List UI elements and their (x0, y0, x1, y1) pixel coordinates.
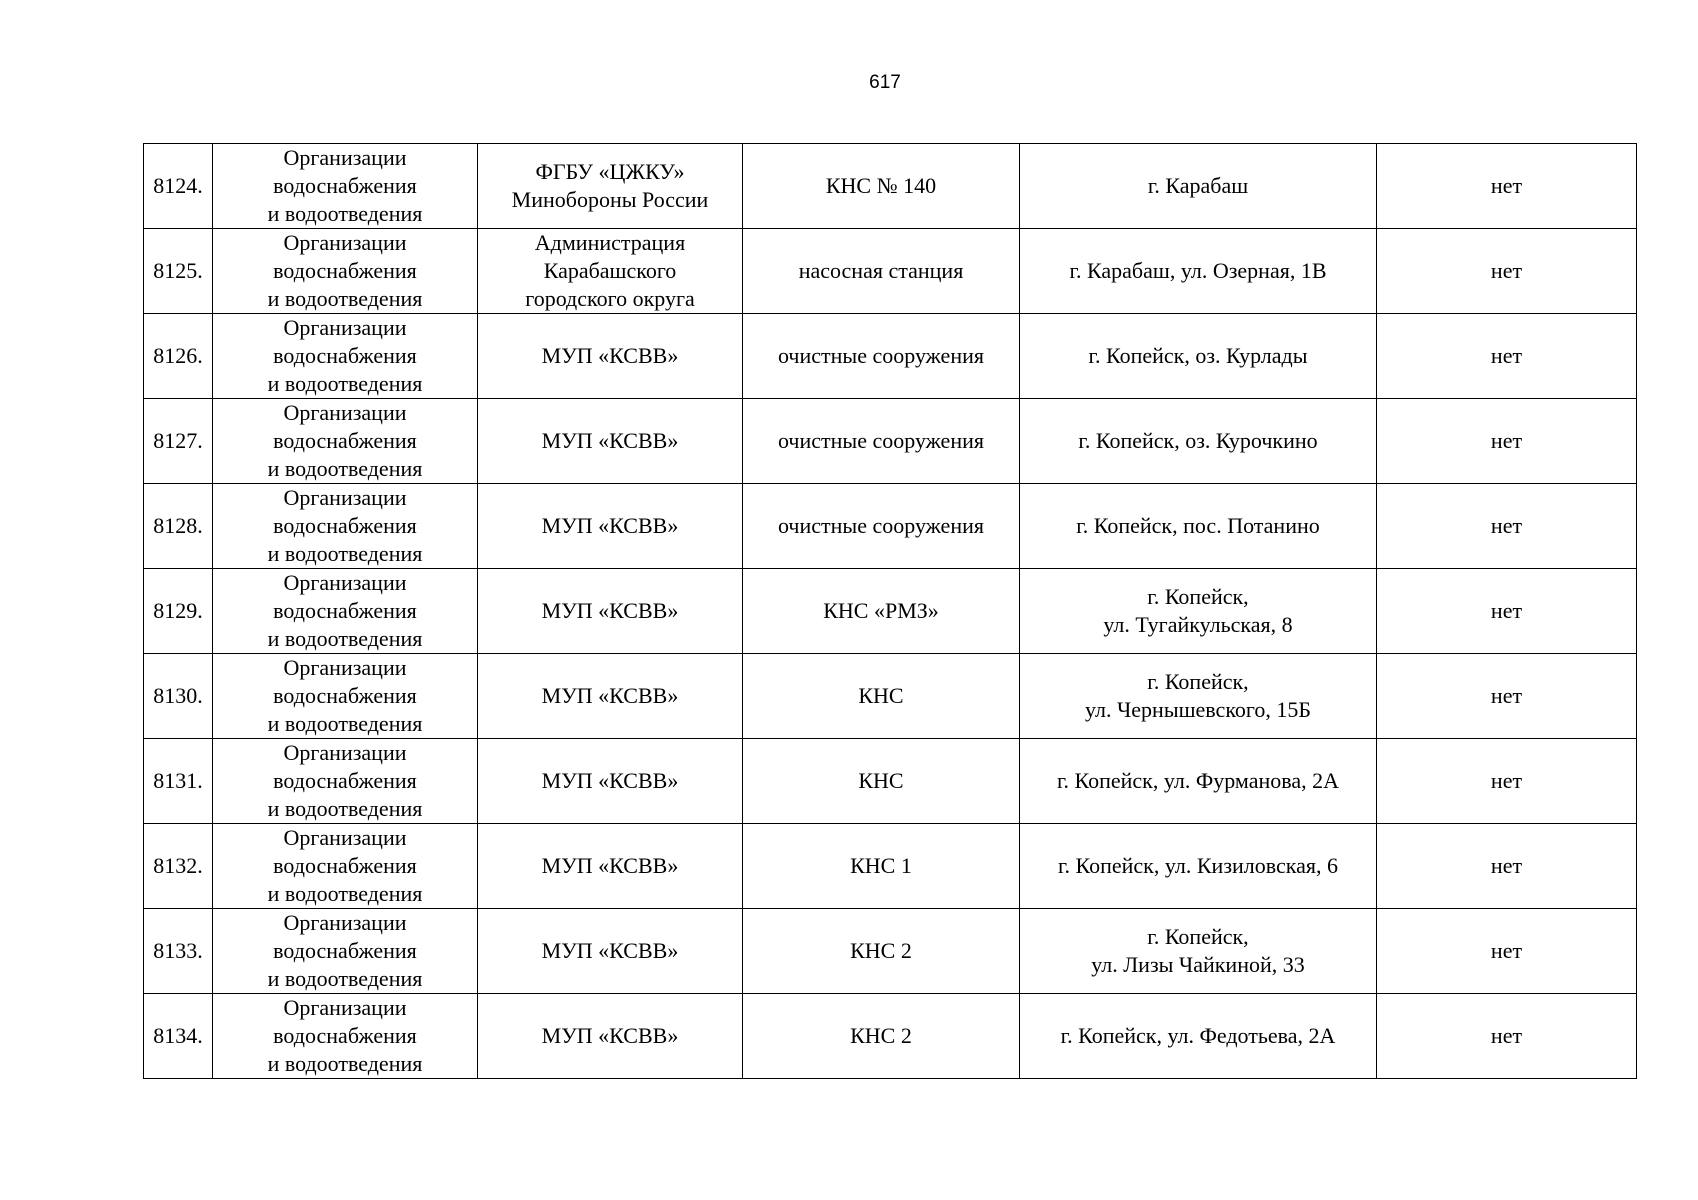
object-cell-line: КНС № 140 (825, 173, 937, 198)
address-cell-line: г. Копейск, ул. Федотьева, 2А (1060, 1023, 1336, 1048)
address-cell (1020, 994, 1377, 1079)
address-cell-line: г. Копейск, оз. Курочкино (1078, 428, 1318, 453)
object-cell-line: очистные сооружения (778, 343, 984, 368)
address-cell (1020, 314, 1377, 399)
organization-cell (478, 144, 743, 229)
organization-cell-line: МУП «КСВВ» (541, 938, 679, 963)
address-cell (1020, 484, 1377, 569)
table-row (144, 824, 1637, 909)
object-cell (743, 739, 1020, 824)
organization-cell (478, 484, 743, 569)
table-row (144, 909, 1637, 994)
organization-cell (478, 909, 743, 994)
status-cell: нет (1377, 229, 1637, 314)
registry-table (143, 143, 1637, 1079)
category-cell-line: водоснабжения (273, 173, 417, 198)
table-row (144, 399, 1637, 484)
status-cell: нет (1377, 399, 1637, 484)
status-cell: нет (1377, 909, 1637, 994)
object-cell-line: очистные сооружения (778, 428, 984, 453)
object-cell (743, 824, 1020, 909)
category-cell-line: и водоотведения (267, 201, 423, 226)
organization-cell-line: Карабашского (543, 258, 677, 283)
object-cell-line: очистные сооружения (778, 513, 984, 538)
status-cell: нет (1377, 314, 1637, 399)
object-cell-line: КНС (858, 683, 904, 708)
category-cell-line: водоснабжения (273, 1023, 417, 1048)
status-cell: нет (1377, 569, 1637, 654)
category-cell-line: и водоотведения (267, 626, 423, 651)
category-cell-line: водоснабжения (273, 598, 417, 623)
object-cell-line: КНС 2 (850, 938, 912, 963)
category-cell-line: Организации (283, 315, 407, 340)
object-cell (743, 994, 1020, 1079)
address-cell-line: г. Копейск, пос. Потанино (1076, 513, 1320, 538)
organization-cell-line: МУП «КСВВ» (541, 1023, 679, 1048)
category-cell (213, 909, 478, 994)
object-cell-line: КНС 1 (850, 853, 912, 878)
category-cell-line: Организации (283, 230, 407, 255)
address-cell-line: ул. Лизы Чайкиной, 33 (1091, 952, 1305, 977)
address-cell (1020, 909, 1377, 994)
table-row (144, 144, 1637, 229)
address-cell-line: г. Копейск, ул. Кизиловская, 6 (1057, 853, 1339, 878)
category-cell (213, 144, 478, 229)
category-cell-line: и водоотведения (267, 1051, 423, 1076)
address-cell (1020, 739, 1377, 824)
table-row (144, 654, 1637, 739)
category-cell-line: Организации (283, 740, 407, 765)
category-cell-line: водоснабжения (273, 683, 417, 708)
category-cell-line: и водоотведения (267, 456, 423, 481)
row-number-cell: 8129. (144, 569, 213, 654)
organization-cell (478, 314, 743, 399)
category-cell-line: Организации (283, 400, 407, 425)
page-number: 617 (869, 72, 901, 93)
organization-cell-line: МУП «КСВВ» (541, 853, 679, 878)
address-cell-line: ул. Чернышевского, 15Б (1084, 697, 1312, 722)
object-cell-line: КНС (858, 768, 904, 793)
object-cell-line: КНС «РМЗ» (823, 598, 939, 623)
organization-cell-line: МУП «КСВВ» (541, 683, 679, 708)
organization-cell-line: МУП «КСВВ» (541, 513, 679, 538)
category-cell-line: водоснабжения (273, 258, 417, 283)
category-cell (213, 994, 478, 1079)
category-cell-line: и водоотведения (267, 286, 423, 311)
object-cell (743, 399, 1020, 484)
category-cell-line: водоснабжения (273, 768, 417, 793)
object-cell (743, 314, 1020, 399)
organization-cell-line: ФГБУ «ЦЖКУ» (535, 159, 685, 184)
registry-table-body (144, 144, 1637, 1079)
category-cell-line: Организации (283, 570, 407, 595)
organization-cell (478, 739, 743, 824)
status-cell: нет (1377, 739, 1637, 824)
row-number-cell: 8130. (144, 654, 213, 739)
object-cell (743, 484, 1020, 569)
category-cell-line: Организации (283, 485, 407, 510)
organization-cell (478, 229, 743, 314)
table-row (144, 569, 1637, 654)
organization-cell-line: Администрация (534, 230, 686, 255)
category-cell-line: водоснабжения (273, 343, 417, 368)
category-cell-line: и водоотведения (267, 796, 423, 821)
organization-cell-line: городского округа (525, 286, 695, 311)
row-number-cell: 8125. (144, 229, 213, 314)
organization-cell-line: Минобороны России (511, 187, 709, 212)
organization-cell-line: МУП «КСВВ» (541, 428, 679, 453)
address-cell-line: г. Карабаш, ул. Озерная, 1В (1069, 258, 1327, 283)
table-row (144, 484, 1637, 569)
category-cell-line: Организации (283, 655, 407, 680)
category-cell-line: водоснабжения (273, 513, 417, 538)
category-cell-line: и водоотведения (267, 541, 423, 566)
address-cell-line: ул. Тугайкульская, 8 (1103, 612, 1293, 637)
category-cell (213, 484, 478, 569)
address-cell-line: г. Копейск, (1147, 669, 1249, 694)
address-cell (1020, 144, 1377, 229)
category-cell (213, 314, 478, 399)
row-number-cell: 8131. (144, 739, 213, 824)
row-number-cell: 8132. (144, 824, 213, 909)
row-number-cell: 8124. (144, 144, 213, 229)
object-cell-line: насосная станция (798, 258, 964, 283)
category-cell (213, 229, 478, 314)
address-cell-line: г. Копейск, ул. Фурманова, 2А (1056, 768, 1339, 793)
category-cell (213, 569, 478, 654)
row-number-cell: 8126. (144, 314, 213, 399)
address-cell-line: г. Копейск, (1147, 924, 1249, 949)
category-cell-line: Организации (283, 145, 407, 170)
row-number-cell: 8128. (144, 484, 213, 569)
category-cell-line: и водоотведения (267, 881, 423, 906)
category-cell-line: водоснабжения (273, 428, 417, 453)
category-cell-line: и водоотведения (267, 966, 423, 991)
category-cell-line: Организации (283, 910, 407, 935)
organization-cell-line: МУП «КСВВ» (541, 343, 679, 368)
address-cell (1020, 399, 1377, 484)
category-cell-line: и водоотведения (267, 711, 423, 736)
address-cell (1020, 229, 1377, 314)
category-cell-line: водоснабжения (273, 853, 417, 878)
category-cell (213, 739, 478, 824)
status-cell: нет (1377, 144, 1637, 229)
table-row (144, 229, 1637, 314)
row-number-cell: 8134. (144, 994, 213, 1079)
object-cell (743, 229, 1020, 314)
organization-cell (478, 569, 743, 654)
category-cell-line: Организации (283, 995, 407, 1020)
category-cell-line: водоснабжения (273, 938, 417, 963)
organization-cell-line: МУП «КСВВ» (541, 768, 679, 793)
status-cell: нет (1377, 654, 1637, 739)
table-row (144, 314, 1637, 399)
category-cell-line: и водоотведения (267, 371, 423, 396)
object-cell (743, 569, 1020, 654)
object-cell (743, 654, 1020, 739)
address-cell (1020, 569, 1377, 654)
address-cell-line: г. Копейск, оз. Курлады (1088, 343, 1308, 368)
address-cell-line: г. Карабаш (1147, 173, 1249, 198)
status-cell: нет (1377, 994, 1637, 1079)
organization-cell-line: МУП «КСВВ» (541, 598, 679, 623)
category-cell-line: Организации (283, 825, 407, 850)
address-cell-line: г. Копейск, (1147, 584, 1249, 609)
organization-cell (478, 824, 743, 909)
row-number-cell: 8133. (144, 909, 213, 994)
object-cell-line: КНС 2 (850, 1023, 912, 1048)
category-cell (213, 399, 478, 484)
object-cell (743, 144, 1020, 229)
row-number-cell: 8127. (144, 399, 213, 484)
status-cell: нет (1377, 484, 1637, 569)
address-cell (1020, 824, 1377, 909)
category-cell (213, 824, 478, 909)
address-cell (1020, 654, 1377, 739)
organization-cell (478, 994, 743, 1079)
organization-cell (478, 654, 743, 739)
table-row (144, 739, 1637, 824)
category-cell (213, 654, 478, 739)
organization-cell (478, 399, 743, 484)
status-cell: нет (1377, 824, 1637, 909)
table-row (144, 994, 1637, 1079)
object-cell (743, 909, 1020, 994)
